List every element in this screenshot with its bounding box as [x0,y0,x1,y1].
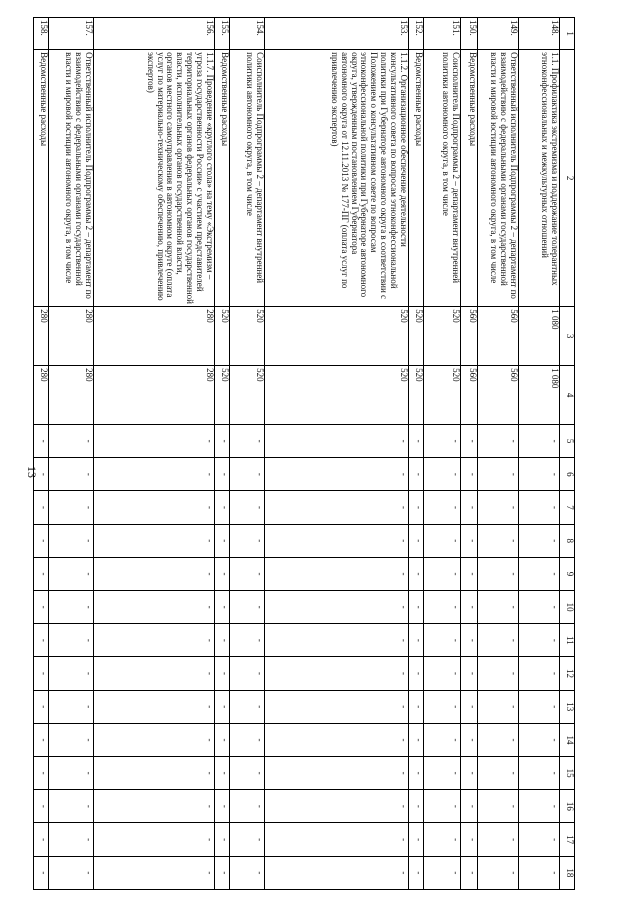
description-cell: Соисполнитель Подпрограммы 2 – департамент внутренней политики автономного округа, в том числе [230,50,265,307]
empty-value-cell: - [519,723,560,756]
column-header: 7 [560,491,575,524]
empty-value-cell: - [478,458,519,491]
empty-value-cell: - [215,624,230,657]
empty-value-cell: - [230,657,265,690]
empty-value-cell: - [49,690,94,723]
table-body [34,18,560,890]
total-value-cell: 520 [230,307,265,366]
empty-value-cell: - [49,524,94,557]
budget-table [33,17,575,890]
empty-value-cell: - [230,624,265,657]
empty-value-cell: - [49,856,94,889]
empty-value-cell: - [34,757,49,790]
row-number-cell: 157. [49,18,94,50]
table-row [34,18,49,890]
description-cell: Ответственный исполнитель Подпрограммы 2 – департамент по взаимодействию с федеральными органами государственной власти и мировой юстиции автономного округа, в том числе [478,50,519,307]
column-header: 17 [560,823,575,856]
row-number-cell: 156. [94,18,215,50]
empty-value-cell: - [94,690,215,723]
row-number-cell: 148. [519,18,560,50]
table-row [230,18,265,890]
empty-value-cell: - [519,624,560,657]
empty-value-cell: - [94,657,215,690]
empty-value-cell: - [424,856,461,889]
empty-value-cell: - [215,723,230,756]
empty-value-cell: - [519,425,560,458]
table-row [478,18,519,890]
row-number-cell: 152. [409,18,424,50]
empty-value-cell: - [478,425,519,458]
total-value-cell: 280 [49,307,94,366]
empty-value-cell: - [478,524,519,557]
empty-value-cell: - [94,524,215,557]
empty-value-cell: - [409,790,424,823]
description-cell: Ведомственные расходы [461,50,478,307]
table-row [424,18,461,890]
empty-value-cell: - [519,856,560,889]
empty-value-cell: - [461,557,478,590]
empty-value-cell: - [519,657,560,690]
total-value-cell: 1 080 [519,307,560,366]
empty-value-cell: - [49,790,94,823]
description-cell: 1.1.2. Организационное обеспечение деятельности консультативного совета по вопросам этноконфессиональной политики при Губернаторе автономного округа в соответствии с Положением о консультативном совете по вопросам этноконфессиональной политики при Губернаторе автономного округа, утвержденным постановлением Губернатора автономного округа от 12.11.2013 № 177-ПГ (оплата услуг по привлечению экспертов) [265,50,409,307]
empty-value-cell: - [478,790,519,823]
empty-value-cell: - [94,624,215,657]
column-header: 3 [560,307,575,366]
empty-value-cell: - [49,425,94,458]
empty-value-cell: - [409,690,424,723]
row-number-cell: 150. [461,18,478,50]
empty-value-cell: - [34,657,49,690]
empty-value-cell: - [230,591,265,624]
empty-value-cell: - [49,723,94,756]
total-value-cell: 520 [424,307,461,366]
empty-value-cell: - [478,591,519,624]
empty-value-cell: - [49,624,94,657]
empty-value-cell: - [461,458,478,491]
empty-value-cell: - [34,723,49,756]
column-header: 5 [560,425,575,458]
table-row [409,18,424,890]
empty-value-cell: - [265,790,409,823]
empty-value-cell: - [34,557,49,590]
table-row [519,18,560,890]
description-cell: 1.1.7. Проведение «круглого стола» на тему «Экстремизм – угроза государственности России» с участием представителей территориальных органов федеральных органов государственной власти, исполнительных органов государственной власти, органов местного самоуправления в автономном округе (оплата услуг по материально-техническому обеспечению, привлечению экспертов) [94,50,215,307]
description-cell: Ведомственные расходы [34,50,49,307]
empty-value-cell: - [461,690,478,723]
column-header: 13 [560,690,575,723]
year-value-cell: 520 [409,366,424,425]
row-number-cell: 151. [424,18,461,50]
empty-value-cell: - [461,591,478,624]
year-value-cell: 520 [424,366,461,425]
empty-value-cell: - [215,790,230,823]
empty-value-cell: - [230,425,265,458]
empty-value-cell: - [409,524,424,557]
description-cell: Соисполнитель Подпрограммы 2 – департамент внутренней политики автономного округа, в том числе [424,50,461,307]
empty-value-cell: - [424,790,461,823]
empty-value-cell: - [94,757,215,790]
column-header: 18 [560,856,575,889]
empty-value-cell: - [424,458,461,491]
empty-value-cell: - [265,591,409,624]
empty-value-cell: - [34,425,49,458]
empty-value-cell: - [519,591,560,624]
empty-value-cell: - [215,757,230,790]
empty-value-cell: - [424,425,461,458]
column-header: 1 [560,18,575,50]
empty-value-cell: - [215,823,230,856]
empty-value-cell: - [215,491,230,524]
empty-value-cell: - [519,757,560,790]
column-header: 2 [560,50,575,307]
empty-value-cell: - [215,856,230,889]
empty-value-cell: - [478,624,519,657]
year-value-cell: 520 [230,366,265,425]
column-header: 8 [560,524,575,557]
empty-value-cell: - [478,657,519,690]
empty-value-cell: - [519,491,560,524]
empty-value-cell: - [461,823,478,856]
total-value-cell: 520 [215,307,230,366]
empty-value-cell: - [94,458,215,491]
column-header: 9 [560,557,575,590]
year-value-cell: 560 [461,366,478,425]
empty-value-cell: - [34,524,49,557]
year-value-cell: 560 [478,366,519,425]
empty-value-cell: - [265,757,409,790]
year-value-cell: 280 [94,366,215,425]
empty-value-cell: - [409,723,424,756]
description-cell: Ответственный исполнитель Подпрограммы 2 – департамент по взаимодействию с федеральными органами государственной власти и мировой юстиции автономного округа, в том числе [49,50,94,307]
empty-value-cell: - [461,723,478,756]
empty-value-cell: - [409,624,424,657]
year-value-cell: 280 [49,366,94,425]
empty-value-cell: - [34,856,49,889]
empty-value-cell: - [424,723,461,756]
empty-value-cell: - [478,491,519,524]
empty-value-cell: - [215,557,230,590]
empty-value-cell: - [49,657,94,690]
table-row [265,18,409,890]
empty-value-cell: - [409,823,424,856]
empty-value-cell: - [519,458,560,491]
empty-value-cell: - [519,790,560,823]
empty-value-cell: - [230,690,265,723]
empty-value-cell: - [230,856,265,889]
empty-value-cell: - [215,657,230,690]
column-header: 10 [560,591,575,624]
empty-value-cell: - [265,458,409,491]
column-header: 14 [560,723,575,756]
empty-value-cell: - [461,624,478,657]
total-value-cell: 280 [94,307,215,366]
empty-value-cell: - [34,790,49,823]
empty-value-cell: - [424,557,461,590]
empty-value-cell: - [424,690,461,723]
empty-value-cell: - [519,690,560,723]
empty-value-cell: - [49,491,94,524]
empty-value-cell: - [424,491,461,524]
description-cell: Ведомственные расходы [409,50,424,307]
empty-value-cell: - [215,591,230,624]
empty-value-cell: - [94,557,215,590]
table-row [215,18,230,890]
empty-value-cell: - [424,757,461,790]
empty-value-cell: - [94,425,215,458]
empty-value-cell: - [34,591,49,624]
description-cell: 1.1. Профилактика экстремизма и поддержание толерантных этноконфессиональных и межкультурных отношений [519,50,560,307]
table-row [461,18,478,890]
empty-value-cell: - [265,823,409,856]
total-value-cell: 280 [34,307,49,366]
year-value-cell: 520 [215,366,230,425]
row-number-cell: 155. [215,18,230,50]
table-row [49,18,94,890]
empty-value-cell: - [461,757,478,790]
empty-value-cell: - [34,624,49,657]
column-header: 16 [560,790,575,823]
empty-value-cell: - [34,458,49,491]
empty-value-cell: - [94,591,215,624]
empty-value-cell: - [424,591,461,624]
empty-value-cell: - [461,657,478,690]
empty-value-cell: - [49,757,94,790]
total-value-cell: 560 [461,307,478,366]
empty-value-cell: - [519,557,560,590]
empty-value-cell: - [215,524,230,557]
empty-value-cell: - [265,856,409,889]
total-value-cell: 520 [265,307,409,366]
empty-value-cell: - [34,823,49,856]
header-row [560,18,575,890]
description-cell: Ведомственные расходы [215,50,230,307]
empty-value-cell: - [409,491,424,524]
empty-value-cell: - [461,425,478,458]
page-number: 13 [25,466,39,478]
year-value-cell: 520 [265,366,409,425]
empty-value-cell: - [230,491,265,524]
empty-value-cell: - [409,591,424,624]
empty-value-cell: - [461,790,478,823]
empty-value-cell: - [230,723,265,756]
empty-value-cell: - [519,823,560,856]
empty-value-cell: - [409,557,424,590]
empty-value-cell: - [49,557,94,590]
empty-value-cell: - [49,458,94,491]
empty-value-cell: - [230,757,265,790]
empty-value-cell: - [230,823,265,856]
empty-value-cell: - [478,757,519,790]
column-header: 11 [560,624,575,657]
empty-value-cell: - [409,856,424,889]
empty-value-cell: - [215,425,230,458]
empty-value-cell: - [94,856,215,889]
empty-value-cell: - [94,790,215,823]
empty-value-cell: - [49,823,94,856]
year-value-cell: 1 080 [519,366,560,425]
table-row [94,18,215,890]
empty-value-cell: - [49,591,94,624]
empty-value-cell: - [409,657,424,690]
empty-value-cell: - [409,757,424,790]
row-number-cell: 154. [230,18,265,50]
empty-value-cell: - [265,425,409,458]
empty-value-cell: - [409,425,424,458]
column-header: 15 [560,757,575,790]
empty-value-cell: - [94,823,215,856]
total-value-cell: 560 [478,307,519,366]
empty-value-cell: - [461,524,478,557]
empty-value-cell: - [94,491,215,524]
empty-value-cell: - [424,624,461,657]
empty-value-cell: - [461,856,478,889]
empty-value-cell: - [265,723,409,756]
empty-value-cell: - [478,823,519,856]
empty-value-cell: - [478,690,519,723]
empty-value-cell: - [424,823,461,856]
empty-value-cell: - [409,458,424,491]
total-value-cell: 520 [409,307,424,366]
rotated-table-container [39,17,575,890]
row-number-cell: 149. [478,18,519,50]
empty-value-cell: - [215,458,230,491]
empty-value-cell: - [461,491,478,524]
empty-value-cell: - [230,458,265,491]
empty-value-cell: - [34,690,49,723]
empty-value-cell: - [230,790,265,823]
empty-value-cell: - [265,524,409,557]
empty-value-cell: - [94,723,215,756]
column-header: 12 [560,657,575,690]
empty-value-cell: - [265,624,409,657]
row-number-cell: 153. [265,18,409,50]
empty-value-cell: - [265,657,409,690]
empty-value-cell: - [265,557,409,590]
empty-value-cell: - [230,524,265,557]
row-number-cell: 158. [34,18,49,50]
empty-value-cell: - [478,557,519,590]
empty-value-cell: - [424,657,461,690]
empty-value-cell: - [519,524,560,557]
empty-value-cell: - [34,491,49,524]
empty-value-cell: - [265,690,409,723]
empty-value-cell: - [230,557,265,590]
empty-value-cell: - [478,723,519,756]
column-header: 4 [560,366,575,425]
column-header: 6 [560,458,575,491]
empty-value-cell: - [265,491,409,524]
empty-value-cell: - [215,690,230,723]
empty-value-cell: - [424,524,461,557]
year-value-cell: 280 [34,366,49,425]
empty-value-cell: - [478,856,519,889]
